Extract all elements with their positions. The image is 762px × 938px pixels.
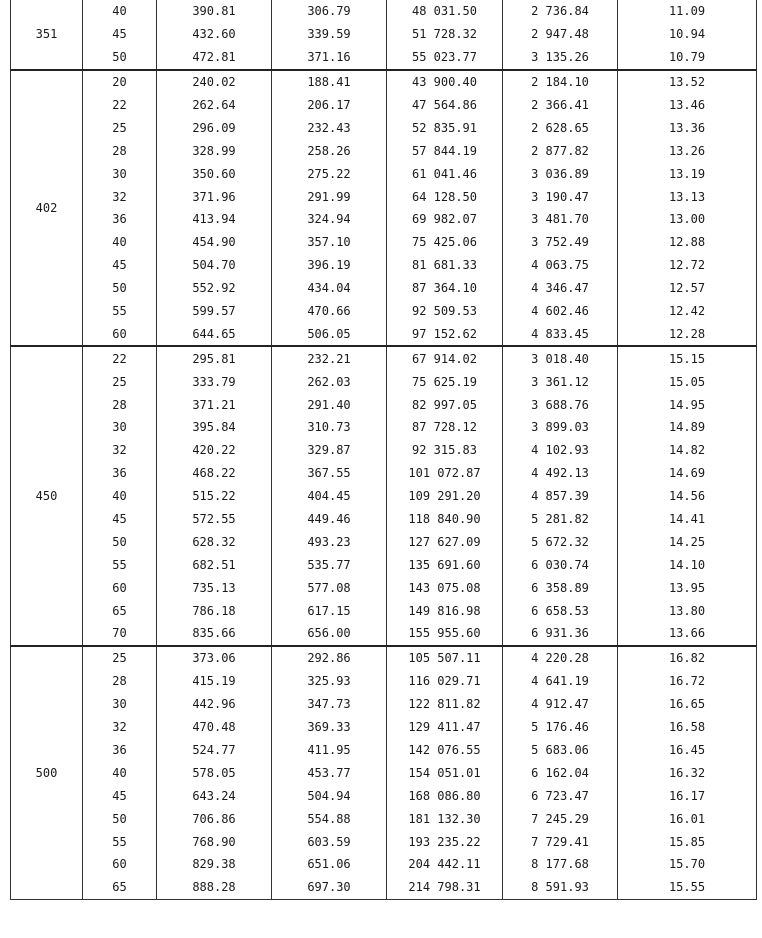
section-modulus-cell: 8 177.68 bbox=[503, 853, 618, 876]
inertia-cell: 82 997.05 bbox=[387, 393, 503, 416]
inertia-cell: 55 023.77 bbox=[387, 46, 503, 70]
weight-cell: 188.41 bbox=[272, 70, 387, 94]
inertia-cell: 69 982.07 bbox=[387, 208, 503, 231]
radius-cell: 13.19 bbox=[618, 162, 757, 185]
inertia-cell: 87 364.10 bbox=[387, 277, 503, 300]
table-row bbox=[11, 70, 757, 94]
area-cell: 371.21 bbox=[157, 393, 272, 416]
wall-thickness-cell: 60 bbox=[83, 853, 157, 876]
table-row bbox=[11, 439, 757, 462]
section-modulus-cell: 4 346.47 bbox=[503, 277, 618, 300]
radius-cell: 16.65 bbox=[618, 693, 757, 716]
section-modulus-cell: 4 833.45 bbox=[503, 322, 618, 346]
table-row bbox=[11, 853, 757, 876]
table-row bbox=[11, 508, 757, 531]
wall-thickness-cell: 40 bbox=[83, 485, 157, 508]
area-cell: 835.66 bbox=[157, 622, 272, 646]
wall-thickness-cell: 70 bbox=[83, 622, 157, 646]
area-cell: 599.57 bbox=[157, 300, 272, 323]
table-row bbox=[11, 162, 757, 185]
wall-thickness-cell: 32 bbox=[83, 439, 157, 462]
area-cell: 735.13 bbox=[157, 576, 272, 599]
wall-thickness-cell: 36 bbox=[83, 462, 157, 485]
table-row bbox=[11, 876, 757, 899]
area-cell: 682.51 bbox=[157, 553, 272, 576]
weight-cell: 347.73 bbox=[272, 693, 387, 716]
table-row bbox=[11, 416, 757, 439]
inertia-cell: 204 442.11 bbox=[387, 853, 503, 876]
data-table-page bbox=[10, 0, 756, 936]
steel-pipe-properties-table bbox=[10, 0, 757, 900]
radius-cell: 14.25 bbox=[618, 530, 757, 553]
area-cell: 706.86 bbox=[157, 807, 272, 830]
area-cell: 432.60 bbox=[157, 23, 272, 46]
area-cell: 390.81 bbox=[157, 0, 272, 23]
section-modulus-cell: 5 176.46 bbox=[503, 716, 618, 739]
table-row bbox=[11, 277, 757, 300]
inertia-cell: 129 411.47 bbox=[387, 716, 503, 739]
weight-cell: 453.77 bbox=[272, 761, 387, 784]
area-cell: 413.94 bbox=[157, 208, 272, 231]
inertia-cell: 48 031.50 bbox=[387, 0, 503, 23]
radius-cell: 14.69 bbox=[618, 462, 757, 485]
table-row bbox=[11, 830, 757, 853]
weight-cell: 291.40 bbox=[272, 393, 387, 416]
inertia-cell: 193 235.22 bbox=[387, 830, 503, 853]
inertia-cell: 64 128.50 bbox=[387, 185, 503, 208]
weight-cell: 617.15 bbox=[272, 599, 387, 622]
area-cell: 515.22 bbox=[157, 485, 272, 508]
group-450 bbox=[11, 346, 757, 646]
diameter-group-cell: 402 bbox=[11, 70, 83, 347]
area-cell: 472.81 bbox=[157, 46, 272, 70]
radius-cell: 16.17 bbox=[618, 784, 757, 807]
area-cell: 350.60 bbox=[157, 162, 272, 185]
wall-thickness-cell: 22 bbox=[83, 346, 157, 370]
diameter-group-cell: 450 bbox=[11, 346, 83, 646]
wall-thickness-cell: 30 bbox=[83, 693, 157, 716]
wall-thickness-cell: 32 bbox=[83, 716, 157, 739]
inertia-cell: 143 075.08 bbox=[387, 576, 503, 599]
area-cell: 572.55 bbox=[157, 508, 272, 531]
wall-thickness-cell: 25 bbox=[83, 646, 157, 670]
inertia-cell: 43 900.40 bbox=[387, 70, 503, 94]
inertia-cell: 75 625.19 bbox=[387, 370, 503, 393]
radius-cell: 16.45 bbox=[618, 739, 757, 762]
wall-thickness-cell: 50 bbox=[83, 46, 157, 70]
table-row bbox=[11, 485, 757, 508]
wall-thickness-cell: 28 bbox=[83, 393, 157, 416]
weight-cell: 535.77 bbox=[272, 553, 387, 576]
inertia-cell: 154 051.01 bbox=[387, 761, 503, 784]
group-402 bbox=[11, 70, 757, 347]
radius-cell: 12.42 bbox=[618, 300, 757, 323]
wall-thickness-cell: 25 bbox=[83, 370, 157, 393]
wall-thickness-cell: 28 bbox=[83, 139, 157, 162]
weight-cell: 656.00 bbox=[272, 622, 387, 646]
radius-cell: 14.56 bbox=[618, 485, 757, 508]
section-modulus-cell: 6 162.04 bbox=[503, 761, 618, 784]
radius-cell: 13.36 bbox=[618, 116, 757, 139]
radius-cell: 12.57 bbox=[618, 277, 757, 300]
area-cell: 415.19 bbox=[157, 670, 272, 693]
weight-cell: 651.06 bbox=[272, 853, 387, 876]
section-modulus-cell: 3 688.76 bbox=[503, 393, 618, 416]
table-row bbox=[11, 208, 757, 231]
wall-thickness-cell: 60 bbox=[83, 322, 157, 346]
table-row bbox=[11, 322, 757, 346]
section-modulus-cell: 5 683.06 bbox=[503, 739, 618, 762]
table-row bbox=[11, 23, 757, 46]
weight-cell: 506.05 bbox=[272, 322, 387, 346]
section-modulus-cell: 3 135.26 bbox=[503, 46, 618, 70]
table-row bbox=[11, 646, 757, 670]
area-cell: 373.06 bbox=[157, 646, 272, 670]
area-cell: 643.24 bbox=[157, 784, 272, 807]
radius-cell: 14.82 bbox=[618, 439, 757, 462]
table-row bbox=[11, 739, 757, 762]
inertia-cell: 51 728.32 bbox=[387, 23, 503, 46]
section-modulus-cell: 5 281.82 bbox=[503, 508, 618, 531]
inertia-cell: 47 564.86 bbox=[387, 94, 503, 117]
wall-thickness-cell: 65 bbox=[83, 599, 157, 622]
section-modulus-cell: 5 672.32 bbox=[503, 530, 618, 553]
radius-cell: 15.15 bbox=[618, 346, 757, 370]
radius-cell: 14.95 bbox=[618, 393, 757, 416]
weight-cell: 291.99 bbox=[272, 185, 387, 208]
group-500 bbox=[11, 646, 757, 899]
area-cell: 240.02 bbox=[157, 70, 272, 94]
weight-cell: 306.79 bbox=[272, 0, 387, 23]
wall-thickness-cell: 50 bbox=[83, 807, 157, 830]
table-row bbox=[11, 254, 757, 277]
table-row bbox=[11, 807, 757, 830]
wall-thickness-cell: 45 bbox=[83, 23, 157, 46]
wall-thickness-cell: 36 bbox=[83, 739, 157, 762]
table-row bbox=[11, 530, 757, 553]
wall-thickness-cell: 55 bbox=[83, 553, 157, 576]
wall-thickness-cell: 30 bbox=[83, 416, 157, 439]
radius-cell: 16.72 bbox=[618, 670, 757, 693]
section-modulus-cell: 6 030.74 bbox=[503, 553, 618, 576]
section-modulus-cell: 2 628.65 bbox=[503, 116, 618, 139]
table-row bbox=[11, 393, 757, 416]
diameter-group-cell: 351 bbox=[11, 0, 83, 70]
section-modulus-cell: 8 591.93 bbox=[503, 876, 618, 899]
inertia-cell: 109 291.20 bbox=[387, 485, 503, 508]
table-row bbox=[11, 599, 757, 622]
radius-cell: 13.95 bbox=[618, 576, 757, 599]
section-modulus-cell: 4 641.19 bbox=[503, 670, 618, 693]
weight-cell: 262.03 bbox=[272, 370, 387, 393]
inertia-cell: 75 425.06 bbox=[387, 231, 503, 254]
inertia-cell: 57 844.19 bbox=[387, 139, 503, 162]
section-modulus-cell: 3 361.12 bbox=[503, 370, 618, 393]
inertia-cell: 155 955.60 bbox=[387, 622, 503, 646]
inertia-cell: 92 509.53 bbox=[387, 300, 503, 323]
radius-cell: 16.82 bbox=[618, 646, 757, 670]
weight-cell: 310.73 bbox=[272, 416, 387, 439]
section-modulus-cell: 4 602.46 bbox=[503, 300, 618, 323]
section-modulus-cell: 4 912.47 bbox=[503, 693, 618, 716]
inertia-cell: 181 132.30 bbox=[387, 807, 503, 830]
section-modulus-cell: 6 658.53 bbox=[503, 599, 618, 622]
radius-cell: 13.80 bbox=[618, 599, 757, 622]
area-cell: 371.96 bbox=[157, 185, 272, 208]
weight-cell: 339.59 bbox=[272, 23, 387, 46]
section-modulus-cell: 4 857.39 bbox=[503, 485, 618, 508]
radius-cell: 15.70 bbox=[618, 853, 757, 876]
table-row bbox=[11, 761, 757, 784]
area-cell: 328.99 bbox=[157, 139, 272, 162]
weight-cell: 367.55 bbox=[272, 462, 387, 485]
section-modulus-cell: 3 018.40 bbox=[503, 346, 618, 370]
inertia-cell: 127 627.09 bbox=[387, 530, 503, 553]
inertia-cell: 101 072.87 bbox=[387, 462, 503, 485]
section-modulus-cell: 2 947.48 bbox=[503, 23, 618, 46]
area-cell: 644.65 bbox=[157, 322, 272, 346]
radius-cell: 14.41 bbox=[618, 508, 757, 531]
wall-thickness-cell: 40 bbox=[83, 0, 157, 23]
wall-thickness-cell: 36 bbox=[83, 208, 157, 231]
table-row bbox=[11, 46, 757, 70]
weight-cell: 206.17 bbox=[272, 94, 387, 117]
radius-cell: 10.94 bbox=[618, 23, 757, 46]
radius-cell: 12.28 bbox=[618, 322, 757, 346]
weight-cell: 329.87 bbox=[272, 439, 387, 462]
table-row bbox=[11, 346, 757, 370]
area-cell: 504.70 bbox=[157, 254, 272, 277]
area-cell: 468.22 bbox=[157, 462, 272, 485]
weight-cell: 324.94 bbox=[272, 208, 387, 231]
wall-thickness-cell: 30 bbox=[83, 162, 157, 185]
inertia-cell: 116 029.71 bbox=[387, 670, 503, 693]
section-modulus-cell: 3 190.47 bbox=[503, 185, 618, 208]
wall-thickness-cell: 45 bbox=[83, 254, 157, 277]
section-modulus-cell: 2 366.41 bbox=[503, 94, 618, 117]
table-row bbox=[11, 0, 757, 23]
radius-cell: 13.66 bbox=[618, 622, 757, 646]
section-modulus-cell: 7 729.41 bbox=[503, 830, 618, 853]
area-cell: 295.81 bbox=[157, 346, 272, 370]
radius-cell: 13.13 bbox=[618, 185, 757, 208]
weight-cell: 504.94 bbox=[272, 784, 387, 807]
table-row bbox=[11, 553, 757, 576]
wall-thickness-cell: 32 bbox=[83, 185, 157, 208]
table-row bbox=[11, 622, 757, 646]
wall-thickness-cell: 65 bbox=[83, 876, 157, 899]
wall-thickness-cell: 50 bbox=[83, 530, 157, 553]
area-cell: 628.32 bbox=[157, 530, 272, 553]
area-cell: 395.84 bbox=[157, 416, 272, 439]
weight-cell: 396.19 bbox=[272, 254, 387, 277]
section-modulus-cell: 2 736.84 bbox=[503, 0, 618, 23]
table-row bbox=[11, 300, 757, 323]
radius-cell: 13.52 bbox=[618, 70, 757, 94]
table-row bbox=[11, 576, 757, 599]
radius-cell: 15.05 bbox=[618, 370, 757, 393]
wall-thickness-cell: 20 bbox=[83, 70, 157, 94]
weight-cell: 411.95 bbox=[272, 739, 387, 762]
wall-thickness-cell: 50 bbox=[83, 277, 157, 300]
inertia-cell: 81 681.33 bbox=[387, 254, 503, 277]
radius-cell: 14.89 bbox=[618, 416, 757, 439]
table-row bbox=[11, 116, 757, 139]
section-modulus-cell: 3 481.70 bbox=[503, 208, 618, 231]
radius-cell: 11.09 bbox=[618, 0, 757, 23]
section-modulus-cell: 3 899.03 bbox=[503, 416, 618, 439]
area-cell: 888.28 bbox=[157, 876, 272, 899]
inertia-cell: 142 076.55 bbox=[387, 739, 503, 762]
table-row bbox=[11, 94, 757, 117]
radius-cell: 15.55 bbox=[618, 876, 757, 899]
table-row bbox=[11, 784, 757, 807]
group-351 bbox=[11, 0, 757, 70]
section-modulus-cell: 6 723.47 bbox=[503, 784, 618, 807]
area-cell: 420.22 bbox=[157, 439, 272, 462]
section-modulus-cell: 4 492.13 bbox=[503, 462, 618, 485]
radius-cell: 13.26 bbox=[618, 139, 757, 162]
area-cell: 454.90 bbox=[157, 231, 272, 254]
inertia-cell: 52 835.91 bbox=[387, 116, 503, 139]
inertia-cell: 149 816.98 bbox=[387, 599, 503, 622]
section-modulus-cell: 3 752.49 bbox=[503, 231, 618, 254]
radius-cell: 16.01 bbox=[618, 807, 757, 830]
area-cell: 470.48 bbox=[157, 716, 272, 739]
weight-cell: 470.66 bbox=[272, 300, 387, 323]
radius-cell: 12.88 bbox=[618, 231, 757, 254]
area-cell: 552.92 bbox=[157, 277, 272, 300]
inertia-cell: 135 691.60 bbox=[387, 553, 503, 576]
section-modulus-cell: 2 877.82 bbox=[503, 139, 618, 162]
weight-cell: 434.04 bbox=[272, 277, 387, 300]
section-modulus-cell: 6 358.89 bbox=[503, 576, 618, 599]
table-row bbox=[11, 462, 757, 485]
section-modulus-cell: 4 220.28 bbox=[503, 646, 618, 670]
weight-cell: 232.21 bbox=[272, 346, 387, 370]
weight-cell: 603.59 bbox=[272, 830, 387, 853]
radius-cell: 15.85 bbox=[618, 830, 757, 853]
inertia-cell: 168 086.80 bbox=[387, 784, 503, 807]
area-cell: 524.77 bbox=[157, 739, 272, 762]
section-modulus-cell: 2 184.10 bbox=[503, 70, 618, 94]
wall-thickness-cell: 45 bbox=[83, 784, 157, 807]
wall-thickness-cell: 55 bbox=[83, 300, 157, 323]
radius-cell: 16.58 bbox=[618, 716, 757, 739]
wall-thickness-cell: 25 bbox=[83, 116, 157, 139]
weight-cell: 577.08 bbox=[272, 576, 387, 599]
area-cell: 578.05 bbox=[157, 761, 272, 784]
inertia-cell: 87 728.12 bbox=[387, 416, 503, 439]
weight-cell: 697.30 bbox=[272, 876, 387, 899]
weight-cell: 404.45 bbox=[272, 485, 387, 508]
radius-cell: 13.46 bbox=[618, 94, 757, 117]
inertia-cell: 214 798.31 bbox=[387, 876, 503, 899]
inertia-cell: 92 315.83 bbox=[387, 439, 503, 462]
wall-thickness-cell: 22 bbox=[83, 94, 157, 117]
radius-cell: 16.32 bbox=[618, 761, 757, 784]
wall-thickness-cell: 40 bbox=[83, 231, 157, 254]
inertia-cell: 61 041.46 bbox=[387, 162, 503, 185]
weight-cell: 369.33 bbox=[272, 716, 387, 739]
area-cell: 333.79 bbox=[157, 370, 272, 393]
inertia-cell: 118 840.90 bbox=[387, 508, 503, 531]
area-cell: 442.96 bbox=[157, 693, 272, 716]
weight-cell: 371.16 bbox=[272, 46, 387, 70]
area-cell: 829.38 bbox=[157, 853, 272, 876]
radius-cell: 13.00 bbox=[618, 208, 757, 231]
inertia-cell: 97 152.62 bbox=[387, 322, 503, 346]
wall-thickness-cell: 28 bbox=[83, 670, 157, 693]
weight-cell: 292.86 bbox=[272, 646, 387, 670]
table-row bbox=[11, 670, 757, 693]
weight-cell: 258.26 bbox=[272, 139, 387, 162]
wall-thickness-cell: 60 bbox=[83, 576, 157, 599]
radius-cell: 10.79 bbox=[618, 46, 757, 70]
inertia-cell: 122 811.82 bbox=[387, 693, 503, 716]
area-cell: 262.64 bbox=[157, 94, 272, 117]
section-modulus-cell: 3 036.89 bbox=[503, 162, 618, 185]
radius-cell: 14.10 bbox=[618, 553, 757, 576]
wall-thickness-cell: 40 bbox=[83, 761, 157, 784]
weight-cell: 449.46 bbox=[272, 508, 387, 531]
wall-thickness-cell: 45 bbox=[83, 508, 157, 531]
area-cell: 768.90 bbox=[157, 830, 272, 853]
table-row bbox=[11, 370, 757, 393]
section-modulus-cell: 7 245.29 bbox=[503, 807, 618, 830]
weight-cell: 357.10 bbox=[272, 231, 387, 254]
section-modulus-cell: 6 931.36 bbox=[503, 622, 618, 646]
table-row bbox=[11, 716, 757, 739]
weight-cell: 275.22 bbox=[272, 162, 387, 185]
inertia-cell: 105 507.11 bbox=[387, 646, 503, 670]
table-row bbox=[11, 231, 757, 254]
section-modulus-cell: 4 063.75 bbox=[503, 254, 618, 277]
table-row bbox=[11, 185, 757, 208]
radius-cell: 12.72 bbox=[618, 254, 757, 277]
wall-thickness-cell: 55 bbox=[83, 830, 157, 853]
weight-cell: 554.88 bbox=[272, 807, 387, 830]
weight-cell: 232.43 bbox=[272, 116, 387, 139]
section-modulus-cell: 4 102.93 bbox=[503, 439, 618, 462]
area-cell: 296.09 bbox=[157, 116, 272, 139]
weight-cell: 325.93 bbox=[272, 670, 387, 693]
inertia-cell: 67 914.02 bbox=[387, 346, 503, 370]
table-row bbox=[11, 693, 757, 716]
table-row bbox=[11, 139, 757, 162]
weight-cell: 493.23 bbox=[272, 530, 387, 553]
area-cell: 786.18 bbox=[157, 599, 272, 622]
diameter-group-cell: 500 bbox=[11, 646, 83, 899]
